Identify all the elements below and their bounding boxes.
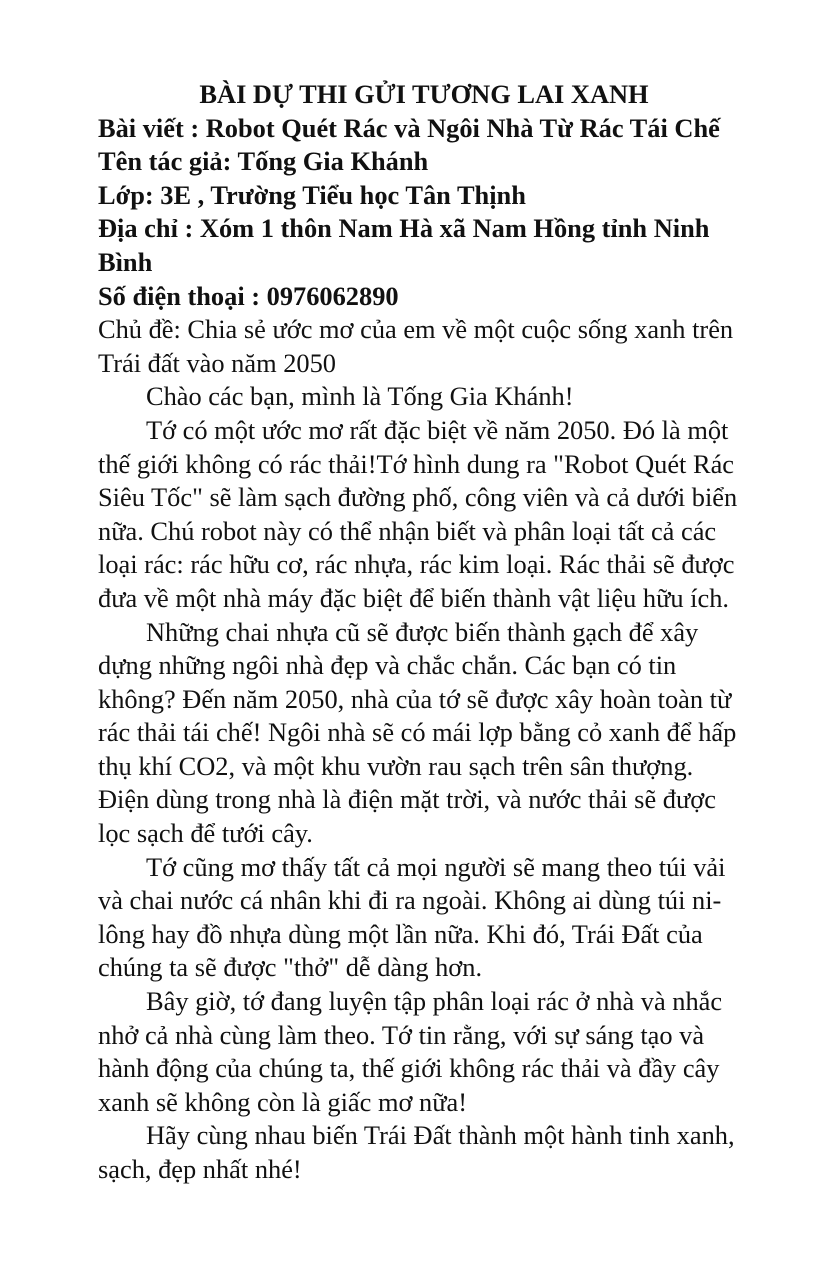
address-line: Địa chỉ : Xóm 1 thôn Nam Hà xã Nam Hồng tỉnh Ninh Bình [98,213,710,277]
document-page [98,78,738,1187]
class-school-line: Lớp: 3E , Trường Tiểu học Tân Thịnh [98,179,526,210]
document-title: BÀI DỰ THI GỬI TƯƠNG LAI XANH [199,79,649,109]
paragraph-habits: Tớ cũng mơ thấy tất cả mọi người sẽ mang theo túi vải và chai nước cá nhân khi đi ra ngoài. Không ai dùng túi ni-lông hay đồ nhựa dùng một lần nữa. Khi đó, Trái Đất của chúng ta sẽ được "thở" dễ dàng hơn. [98,851,726,983]
topic-line: Chủ đề: Chia sẻ ước mơ của em về một cuộc sống xanh trên Trái đất vào năm 2050 [98,314,734,378]
phone-line: Số điện thoại : 0976062890 [98,280,399,311]
author-line: Tên tác giả: Tống Gia Khánh [98,146,429,177]
paragraph-robot: Tớ có một ước mơ rất đặc biệt về năm 2050. Đó là một thế giới không có rác thải!Tớ hình dung ra "Robot Quét Rác Siêu Tốc" sẽ làm sạch đường phố, công viên và cả dưới biển nữa. Chú robot này có thể nhận biết và phân loại tất cả các loại rác: rác hữu cơ, rác nhựa, rác kim loại. Rác thải sẽ được đưa về một nhà máy đặc biệt để biến thành vật liệu hữu ích. [98,414,738,613]
paragraph-house: Những chai nhựa cũ sẽ được biến thành gạch để xây dựng những ngôi nhà đẹp và chắc chắn. Các bạn có tin không? Đến năm 2050, nhà của tớ sẽ được xây hoàn toàn từ rác thải tái chế! Ngôi nhà sẽ có mái lợp bằng cỏ xanh để hấp thụ khí CO2, và một khu vườn rau sạch trên sân thượng. Điện dùng trong nhà là điện mặt trời, và nước thải sẽ được lọc sạch để tưới cây. [98,616,737,849]
article-title: Bài viết : Robot Quét Rác và Ngôi Nhà Từ Rác Tái Chế [98,112,720,143]
paragraph-greeting: Chào các bạn, mình là Tống Gia Khánh! [146,381,574,412]
paragraph-closing: Hãy cùng nhau biến Trái Đất thành một hành tinh xanh, sạch, đẹp nhất nhé! [98,1120,735,1184]
paragraph-action: Bây giờ, tớ đang luyện tập phân loại rác ở nhà và nhắc nhở cả nhà cùng làm theo. Tớ tin rằng, với sự sáng tạo và hành động của chúng ta, thế giới không rác thải và đầy cây xanh sẽ không còn là giấc mơ nữa! [98,986,723,1117]
